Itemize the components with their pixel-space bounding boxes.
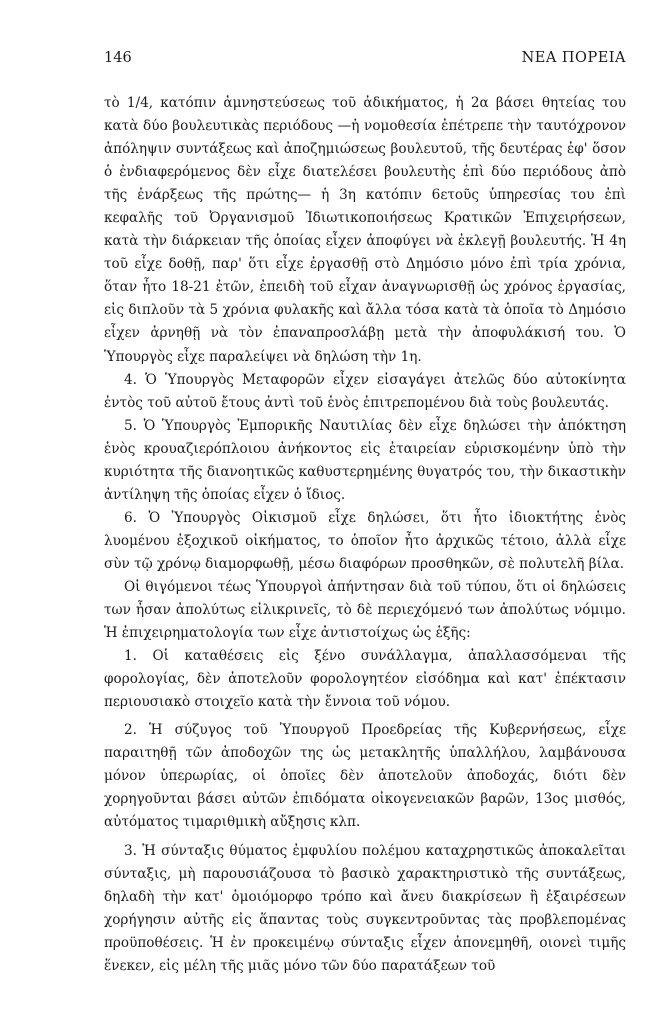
paragraph-item-4: 4. Ὁ Ὑπουργὸς Μεταφορῶν εἶχεν εἰσαγάγει ἀτελῶς δύο αὐτοκίνητα ἐντὸς τοῦ αὐτοῦ ἔτους ἀντὶ τοῦ ἑνὸς ἐπιτρεπομένου διὰ τοὺς βουλευτάς.	[104, 371, 626, 411]
paragraph-item-5: 5. Ὁ Ὑπουργὸς Ἐμπορικῆς Ναυτιλίας δὲν εἶχε δηλώσει τὴν ἀπόκτηση ἑνὸς κρουαζιερόπλοιου ἀνήκοντος εἰς ἑταιρείαν εὑρισκομένην ὑπὸ τὴν κυριότητα τῆς διανοητικῶς καθυστερημένης θυγατρός του, τὴν δικαστικὴν ἀντίληψη τῆς ὁποίας εἶχεν ὁ ἴδιος.	[104, 417, 626, 503]
page-header	[104, 50, 626, 70]
paragraph-item-6: 6. Ὁ Ὑπουργὸς Οἰκισμοῦ εἶχε δηλώσει, ὅτι ἦτο ἰδιοκτήτης ἑνὸς λυομένου ἐξοχικοῦ οἰκήματος, το ὁποῖον ἦτο ἀρχικῶς τέτοιο, ἀλλὰ εἶχε σὺν τῷ χρόνῳ διαμορφωθῇ, μέσω διαφόρων προσθηκῶν, σὲ πολυτελῆ βίλα.	[104, 509, 626, 572]
page-number: 146	[104, 50, 132, 66]
paragraph-reply-2: 2. Ἡ σύζυγος τοῦ Ὑπουργοῦ Προεδρείας τῆς Κυβερνήσεως, εἶχε παραιτηθῇ τῶν ἀποδοχῶν της ὡς μετακλητῆς ὑπαλλήλου, λαμβάνουσα μόνον ὑπερωρίας, οἱ ὁποῖες δὲν ἀποτελοῦν ἀποδοχάς, διότι δὲν χορηγοῦνται βάσει αὐτῶν ἐπιδόματα οἰκογενειακῶν βαρῶν, 13ος μισθός, αὐτόματος τιμαριθμικὴ αὔξησις κλπ.	[104, 722, 626, 831]
paragraph-reply-3: 3. Ἡ σύνταξις θύματος ἐμφυλίου πολέμου καταχρηστικῶς ἀποκαλεῖται σύνταξις, μὴ παρουσιάζουσα τὸ βασικὸ χαρακτηριστικὸ τῆς συντάξεως, δηλαδὴ τὴν κατ' ὁμοιόμορφο τρόπο καὶ ἄνευ διακρίσεων ἢ ἐξαιρέσεων χορήγησιν αὐτῆς εἰς ἅπαντας τοὺς συγκεντροῦντας τὰς προβλεπομένας προϋποθέσεις. Ἡ ἐν προκειμένῳ σύνταξις εἶχεν ἀπονεμηθῆ, οιονεὶ τιμῆς ἕνεκεν, εἰς μέλη τῆς μιᾶς μόνο τῶν δύο παρατάξεων τοῦ	[104, 842, 626, 974]
running-title: ΝΕΑ ΠΟΡΕΙΑ	[521, 50, 626, 66]
paragraph-continuation: τὸ 1/4, κατόπιν ἀμνηστεύσεως τοῦ ἀδικήματος, ἡ 2α βάσει θητείας του κατὰ δύο βουλευτικὰς περιόδους —ἡ νομοθεσία ἐπέτρεπε τὴν ταυτόχρονον ἀπόληψιν συντάξεως καὶ ἀποζημιώσεως βουλευτοῦ, τῆς δευτέρας ἐφ' ὅσον ὁ ἐνδιαφερόμενος δὲν εἶχε διατελέσει βουλευτὴς ἐπὶ δύο περιόδους ἀπὸ τῆς ἐνάρξεως τῆς πρώτης— ἡ 3η κατόπιν 6ετοῦς ὑπηρεσίας του ἐπὶ κεφαλῆς τοῦ Ὀργανισμοῦ Ἰδιωτικοποιήσεως Κρατικῶν Ἐπιχειρήσεων, κατὰ τὴν διάρκειαν τῆς ὁποίας εἶχεν ἀποφύγει νὰ ἐκλεγῇ βουλευτής. Ἡ 4η τοῦ εἶχε δοθῇ, παρ' ὅτι εἶχε ἐργασθῇ στὸ Δημόσιο μόνο ἐπὶ τρία χρόνια, ὅταν ἦτο 18-21 ἐτῶν, ἐπειδὴ τοῦ εἶχαν ἀναγνωρισθῇ ὡς χρόνος ἐργασίας, εἰς διπλοῦν τὰ 5 χρόνια φυλακῆς καὶ ἄλλα τόσα κατὰ τὰ ὁποῖα τὸ Δημόσιο εἶχεν ἀρνηθῇ νὰ τὸν ἐπαναπροσλάβῃ μετὰ τὴν ἀποφυλάκισή του. Ὁ Ὑπουργὸς εἶχε παραλείψει νὰ δηλώση τὴν 1η.	[104, 95, 626, 365]
paragraph-reply-1: 1. Οἱ καταθέσεις εἰς ξένο συνάλλαγμα, ἀπαλλασσόμεναι τῆς φορολογίας, δὲν ἀποτελοῦν φορολογητέον εἰσόδημα καὶ κατ' ἐπέκτασιν περιουσιακὸ στοιχεῖο κατὰ τὴν ἔννοια τοῦ νόμου.	[104, 648, 626, 711]
page-body	[104, 92, 626, 978]
paragraph-ministers-reply: Οἱ θιγόμενοι τέως Ὑπουργοὶ ἀπήντησαν διὰ τοῦ τύπου, ὅτι οἱ δηλώσεις των ἦσαν ἀπολύτως εἰλικρινεῖς, τὸ δὲ περιεχόμενό των ἀπολύτως νόμιμο. Ἡ ἐπιχειρηματολογία των εἶχε ἀντιστοίχως ὡς ἑξῆς:	[104, 578, 626, 642]
